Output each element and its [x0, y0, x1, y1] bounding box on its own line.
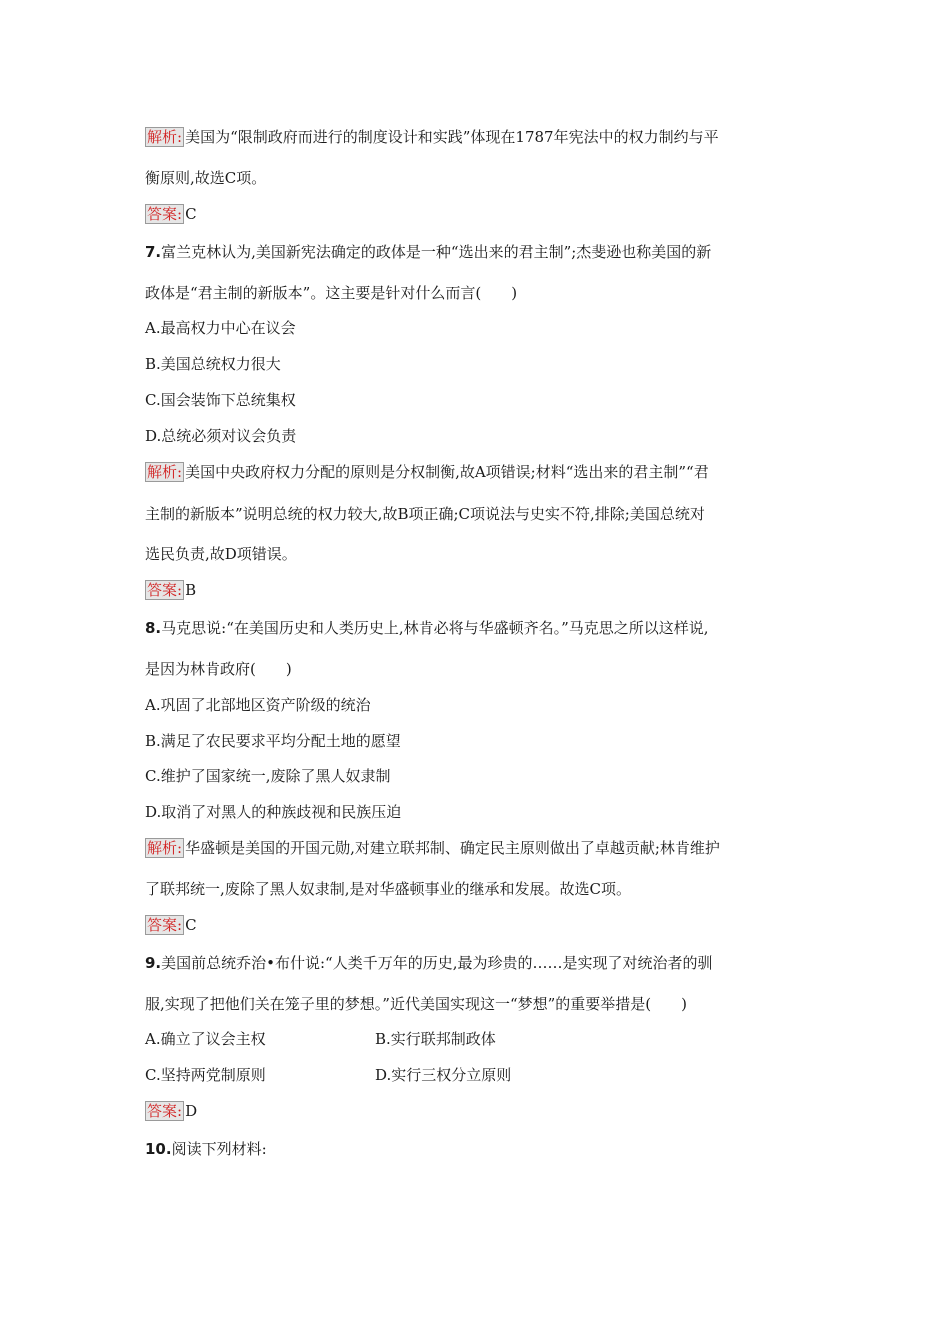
q9-option-c: C.坚持两党制原则: [145, 1066, 266, 1084]
q6-answer: 答案: C: [147, 205, 197, 223]
q7-analysis-line-2: 主制的新版本”说明总统的权力较大,故B项正确;C项说法与史实不符,排除;美国总统对: [145, 505, 705, 523]
q7-analysis-line-1: 解析: 美国中央政府权力分配的原则是分权制衡,故A项错误;材料“选出来的君主制”“君: [147, 463, 709, 481]
answer-label: 答案:: [147, 205, 183, 223]
analysis-label: 解析:: [147, 839, 183, 857]
answer-label: 答案:: [147, 581, 183, 599]
q6-analysis-line-2: 衡原则,故选C项。: [145, 169, 267, 187]
q9-option-d: D.实行三权分立原则: [375, 1066, 512, 1084]
q9-option-b: B.实行联邦制政体: [375, 1030, 496, 1048]
q7-answer: 答案: B: [147, 581, 197, 599]
q7-option-d: D.总统必须对议会负责: [145, 427, 297, 445]
question-number: 7.: [145, 243, 162, 261]
q6-analysis-line-1: 解析: 美国为“限制政府而进行的制度设计和实践”体现在1787年宪法中的权力制约与平: [147, 128, 719, 146]
analysis-label: 解析:: [147, 463, 183, 481]
q8-option-b: B.满足了农民要求平均分配土地的愿望: [145, 732, 401, 750]
answer-label: 答案:: [147, 916, 183, 934]
q8-analysis-line-2: 了联邦统一,废除了黑人奴隶制,是对华盛顿事业的继承和发展。故选C项。: [145, 880, 632, 898]
q9-answer: 答案: D: [147, 1102, 198, 1120]
q9-stem-line-1: 9.美国前总统乔治•布什说:“人类千万年的历史,最为珍贵的……是实现了对统治者的驯: [145, 954, 713, 972]
analysis-label: 解析:: [147, 128, 183, 146]
q9-stem-line-2: 服,实现了把他们关在笼子里的梦想。”近代美国实现这一“梦想”的重要举措是( ): [145, 995, 687, 1013]
q8-option-a: A.巩固了北部地区资产阶级的统治: [145, 696, 371, 714]
q7-option-a: A.最高权力中心在议会: [145, 319, 296, 337]
q8-stem-line-1: 8.马克思说:“在美国历史和人类历史上,林肯必将与华盛顿齐名。”马克思之所以这样说,: [145, 619, 709, 637]
answer-label: 答案:: [147, 1102, 183, 1120]
q7-stem-line-1: 7.富兰克林认为,美国新宪法确定的政体是一种“选出来的君主制”;杰斐逊也称美国的新: [145, 243, 712, 261]
q8-option-d: D.取消了对黑人的种族歧视和民族压迫: [145, 803, 402, 821]
q9-option-a: A.确立了议会主权: [145, 1030, 266, 1048]
q7-option-c: C.国会装饰下总统集权: [145, 391, 296, 409]
q8-analysis-line-1: 解析: 华盛顿是美国的开国元勋,对建立联邦制、确定民主原则做出了卓越贡献;林肯维护: [147, 839, 720, 857]
q7-analysis-line-3: 选民负责,故D项错误。: [145, 545, 297, 563]
q7-option-b: B.美国总统权力很大: [145, 355, 281, 373]
q7-stem-line-2: 政体是“君主制的新版本”。这主要是针对什么而言( ): [145, 284, 518, 302]
q10-stem-line-1: 10.阅读下列材料:: [145, 1140, 267, 1158]
q8-answer: 答案: C: [147, 916, 197, 934]
question-number: 8.: [145, 619, 162, 637]
q8-option-c: C.维护了国家统一,废除了黑人奴隶制: [145, 767, 391, 785]
question-number: 10.: [145, 1140, 172, 1158]
question-number: 9.: [145, 954, 162, 972]
q8-stem-line-2: 是因为林肯政府( ): [145, 660, 292, 678]
